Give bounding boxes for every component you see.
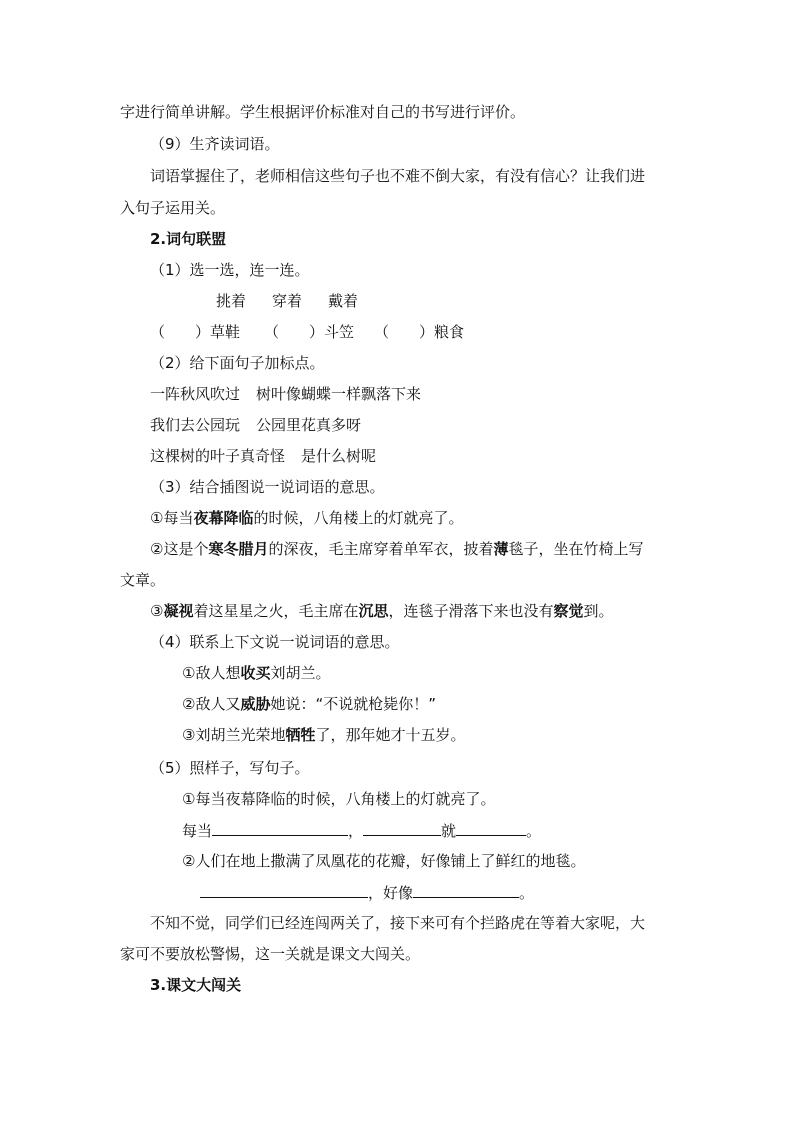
vocab-sentence-cont: 文章。 — [120, 571, 166, 589]
answer-blank[interactable] — [413, 882, 519, 898]
answer-blank[interactable] — [212, 820, 348, 836]
word-option: 挑着 — [216, 292, 247, 310]
section-heading-2: 2.词句联盟 — [150, 230, 227, 248]
context-sentence: ③刘胡兰光荣地牺牲了，那年她才十五岁。 — [182, 726, 466, 744]
vocab-sentence: ③凝视着这星星之火，毛主席在沉思，连毯子滑落下来也没有察觉到。 — [150, 602, 614, 620]
example-sentence: ①每当夜幕降临的时候，八角楼上的灯就亮了。 — [182, 790, 496, 808]
item-9: （9）生齐读词语。 — [150, 135, 280, 153]
sub-item-2: （2）给下面句子加标点。 — [150, 354, 325, 372]
word-option: 戴着 — [328, 292, 359, 310]
fill-in-sentence: ，好像 。 — [200, 882, 534, 903]
answer-blank[interactable] — [456, 820, 526, 836]
paragraph-line: 词语掌握住了，老师相信这些句子也不难不倒大家，有没有信心？让我们进 — [150, 167, 646, 185]
context-sentence: ①敌人想收买刘胡兰。 — [182, 664, 331, 682]
answer-blank[interactable] — [200, 882, 368, 898]
sub-item-1: （1）选一选，连一连。 — [150, 261, 310, 279]
section-heading-3: 3.课文大闯关 — [150, 976, 242, 994]
word-option: 穿着 — [272, 292, 303, 310]
paragraph-line: 入句子运用关。 — [120, 199, 226, 217]
match-blank: （ ）粮食 — [374, 323, 465, 341]
vocab-sentence: ②这是个寒冬腊月的深夜，毛主席穿着单军衣，披着薄毯子，坐在竹椅上写 — [150, 540, 644, 558]
vocab-sentence: ①每当夜幕降临的时候，八角楼上的灯就亮了。 — [150, 509, 464, 527]
punctuation-sentence: 这棵树的叶子真奇怪 是什么树呢 — [150, 447, 377, 465]
punctuation-sentence: 一阵秋风吹过 树叶像蝴蝶一样飘落下来 — [150, 385, 422, 403]
sub-item-3: （3）结合插图说一说词语的意思。 — [150, 478, 385, 496]
fill-in-sentence: 每当 ， 就 。 — [182, 822, 542, 840]
punctuation-sentence: 我们去公园玩 公园里花真多呀 — [150, 416, 362, 434]
answer-blank[interactable] — [363, 820, 441, 836]
paragraph-line: 家可不要放松警惕，这一关就是课文大闯关。 — [120, 945, 421, 963]
sub-item-5: （5）照样子，写句子。 — [150, 759, 310, 777]
sub-item-4: （4）联系上下文说一说词语的意思。 — [150, 633, 400, 651]
paragraph-line: 字进行简单讲解。学生根据评价标准对自己的书写进行评价。 — [120, 103, 526, 121]
example-sentence: ②人们在地上撒满了凤凰花的花瓣，好像铺上了鲜红的地毯。 — [182, 852, 586, 870]
match-blank: （ ）斗笠 — [264, 323, 355, 341]
context-sentence: ②敌人又威胁她说：“不说就枪毙你！” — [182, 695, 437, 713]
paragraph-line: 不知不觉，同学们已经连闯两关了，接下来可有个拦路虎在等着大家呢，大 — [150, 914, 646, 932]
match-blank: （ ）草鞋 — [150, 323, 241, 341]
